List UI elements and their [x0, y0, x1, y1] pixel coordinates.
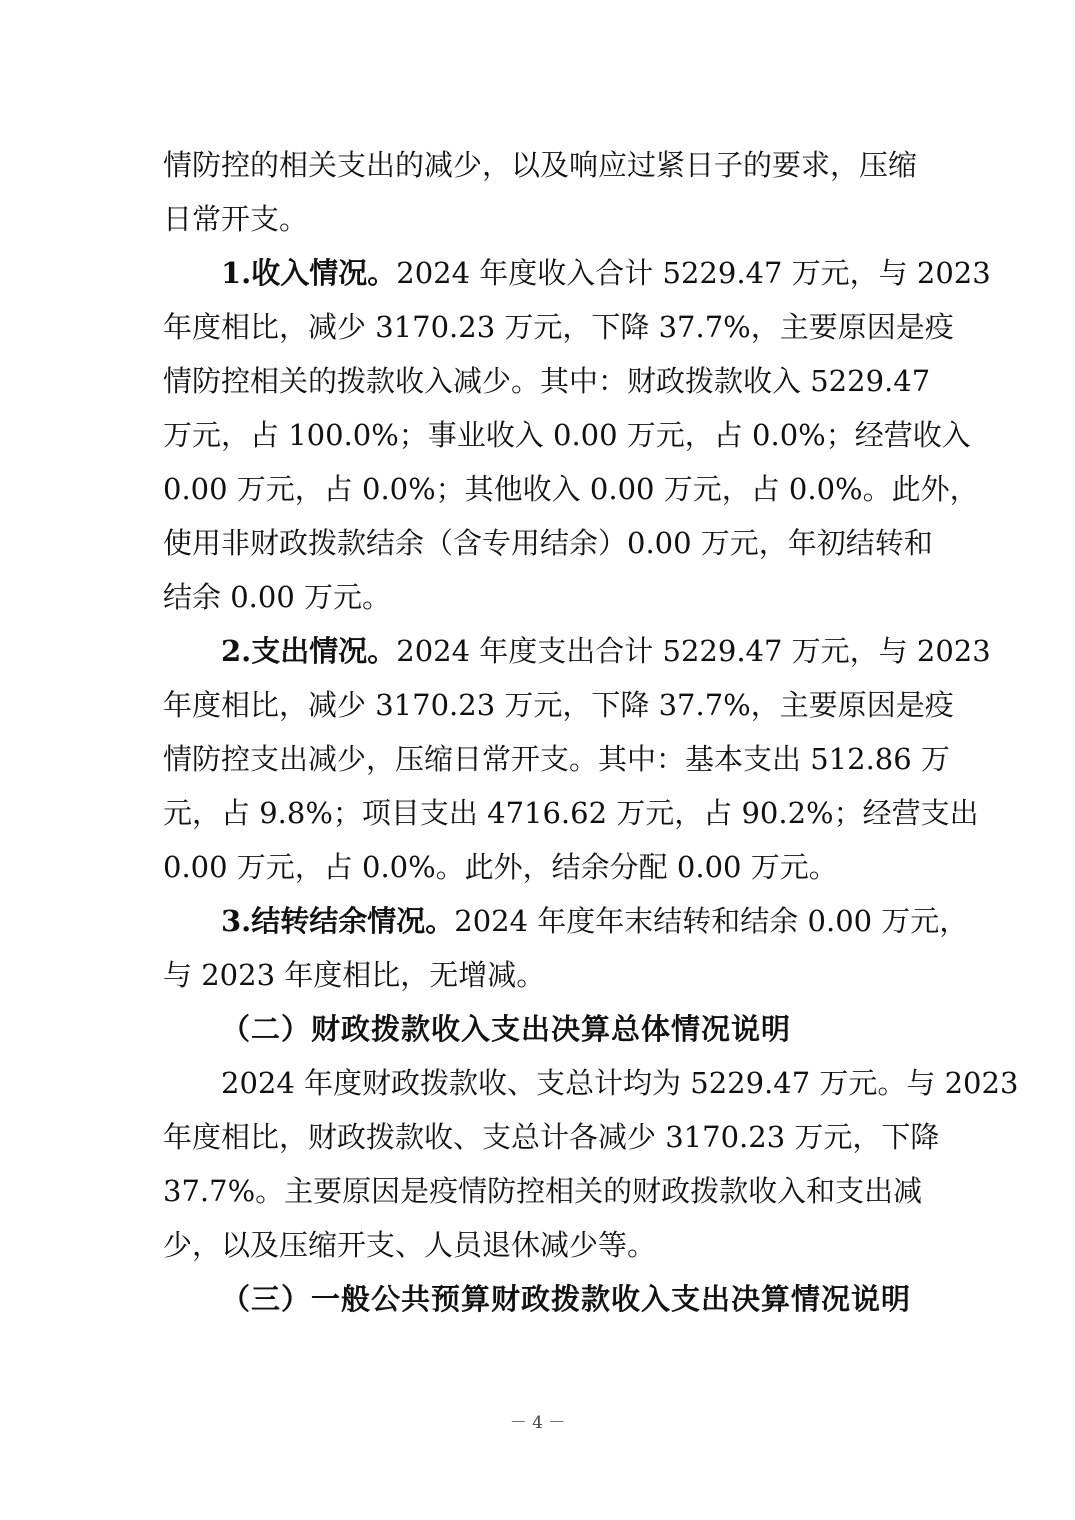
income-line-5: 0.00 万元，占 0.0%；其他收入 0.00 万元，占 0.0%。此外，: [163, 472, 979, 506]
expenditure-line-1: 2024 年度支出合计 5229.47 万元，与 2023: [396, 634, 991, 668]
carryover-paragraph-first-line: [221, 894, 969, 948]
intro-line-1: 情防控的相关支出的减少，以及响应过紧日子的要求，压缩: [163, 148, 918, 182]
income-line-1: 2024 年度收入合计 5229.47 万元，与 2023: [396, 256, 991, 290]
carryover-line-2: 与 2023 年度相比，无增减。: [163, 958, 546, 992]
intro-line-2: 日常开支。: [163, 202, 309, 236]
section-2-line-1: 2024 年度财政拨款收、支总计均为 5229.47 万元。与 2023: [221, 1066, 1019, 1100]
income-line-3: 情防控相关的拨款收入减少。其中：财政拨款收入 5229.47: [163, 364, 931, 398]
expenditure-title: 2.支出情况。: [221, 634, 397, 668]
expenditure-line-3: 情防控支出减少，压缩日常开支。其中：基本支出 512.86 万: [163, 742, 950, 776]
page-number: － 4 －: [509, 1413, 566, 1433]
expenditure-line-4: 元，占 9.8%；项目支出 4716.62 万元，占 90.2%；经营支出: [163, 796, 979, 830]
expenditure-paragraph-first-line: [221, 624, 991, 678]
section-2-line-4: 少，以及压缩开支、人员退休减少等。: [163, 1228, 657, 1262]
carryover-title: 3.结转结余情况。: [221, 904, 455, 938]
section-3-heading: （三）一般公共预算财政拨款收入支出决算情况说明: [221, 1282, 912, 1316]
carryover-line-1: 2024 年度年末结转和结余 0.00 万元，: [454, 904, 969, 938]
section-2-line-2: 年度相比，财政拨款收、支总计各减少 3170.23 万元，下降: [163, 1120, 940, 1154]
income-line-7: 结余 0.00 万元。: [163, 580, 392, 614]
income-line-2: 年度相比，减少 3170.23 万元，下降 37.7%，主要原因是疫: [163, 310, 954, 344]
income-title: 1.收入情况。: [221, 256, 397, 290]
income-line-6: 使用非财政拨款结余（含专用结余）0.00 万元，年初结转和: [163, 526, 933, 560]
section-2-heading: （二）财政拨款收入支出决算总体情况说明: [221, 1012, 792, 1046]
section-2-line-3: 37.7%。主要原因是疫情防控相关的财政拨款收入和支出减: [163, 1174, 923, 1208]
expenditure-line-5: 0.00 万元，占 0.0%。此外，结余分配 0.00 万元。: [163, 850, 838, 884]
income-line-4: 万元，占 100.0%；事业收入 0.00 万元，占 0.0%；经营收入: [163, 418, 971, 452]
income-paragraph-first-line: [221, 246, 991, 300]
expenditure-line-2: 年度相比，减少 3170.23 万元，下降 37.7%，主要原因是疫: [163, 688, 954, 722]
